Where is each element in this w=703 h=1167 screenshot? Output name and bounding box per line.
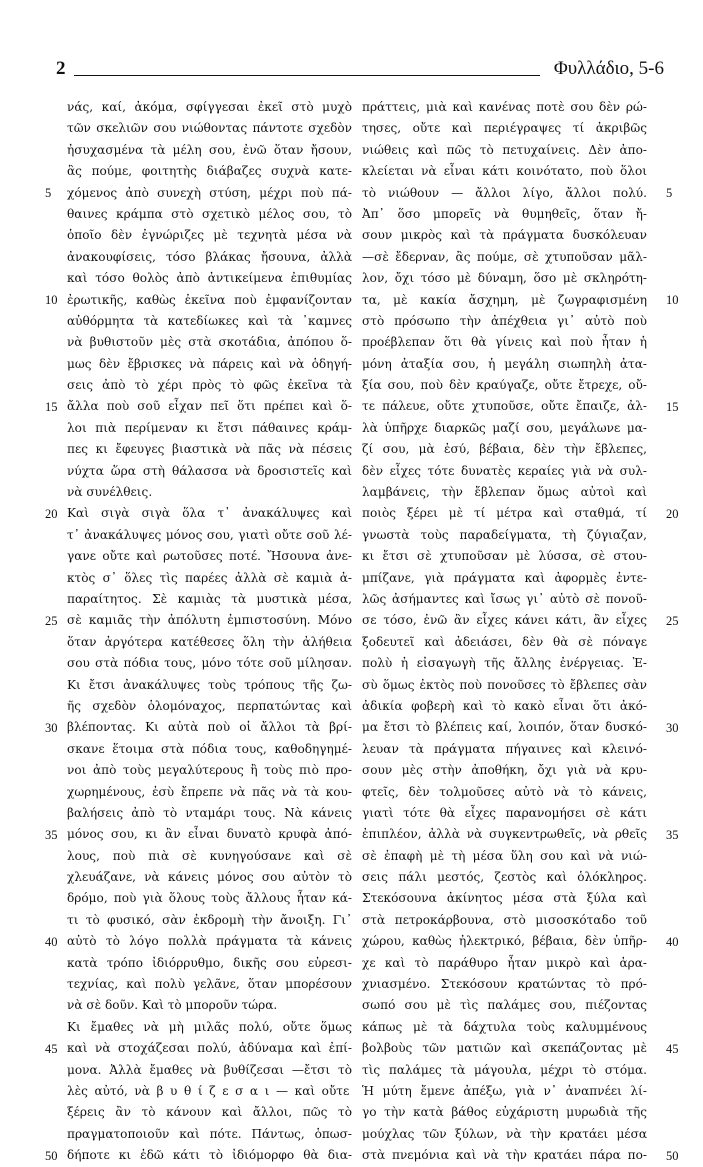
text-line: σεις πάλι μεστός, ζεστὸς καὶ ὁλόκληρος. bbox=[362, 870, 647, 885]
text-line: Στεκόσουνα ἀκίνητος μέσα στὰ ξύλα καὶ bbox=[362, 891, 647, 906]
text-line: δρόμο, ποὺ γιὰ ὅλους τοὺς ἄλλους ἦταν κά- bbox=[67, 891, 352, 906]
page-number: 2 bbox=[56, 58, 66, 79]
text-line: μόνος σου, κι ἂν εἶναι δυνατὸ κρυφὰ ἀπό- bbox=[67, 827, 352, 842]
text-line: καὶ τόσο θολὸς ἀπὸ ἀντικείμενα ἐπιθυμίας bbox=[67, 271, 352, 286]
line-number: 5 bbox=[45, 185, 52, 200]
text-line: λευαν τὰ πράγματα πήγαινες καὶ κλεινό- bbox=[362, 741, 647, 756]
line-number: 35 bbox=[666, 827, 679, 842]
text-line: πολὺ ἡ εἰσαγωγὴ τῆς ἄλλης ἐνέργειας. Ἐ- bbox=[362, 656, 647, 671]
text-line: τα, μὲ κακία ἄσχημη, μὲ ζωγραφισμένη bbox=[362, 292, 647, 307]
text-line: λους, ποὺ πιὰ σὲ κυνηγούσανε καὶ σὲ bbox=[67, 848, 352, 863]
text-line: λαμβάνεις, τὴν ἔβλεπαν ὅμως αὐτοὶ καὶ bbox=[362, 485, 647, 500]
text-line: στὸ πρόσωπο τὴν ἀπέχθεια γι᾽ αὐτὸ ποὺ bbox=[362, 313, 647, 328]
text-line: χλευάζανε, νὰ κάνεις μόνος σου αὐτὸν τὸ bbox=[67, 870, 352, 885]
text-line: αὐτὸ τὸ λόγο πολλὰ πράγματα τὰ κάνεις bbox=[67, 934, 352, 949]
text-line: σωπό σου μὲ τὶς παλάμες σου, πιέζοντας bbox=[362, 998, 647, 1013]
text-line: στὰ πετροκάρβουνα, στὸ μισοσκόταδο τοῦ bbox=[362, 912, 647, 927]
right-text-column bbox=[362, 97, 647, 1167]
text-line: σεις ἀπὸ τὸ χέρι πρὸς τὸ φῶς ἐκεῖνα τὰ bbox=[67, 378, 352, 393]
text-line: νὰ συνέλθεις. bbox=[67, 485, 153, 500]
text-line: μόνη ἀταξία σου, ἡ μεγάλη σιωπηλὴ ἀτα- bbox=[362, 356, 647, 371]
line-number: 5 bbox=[666, 185, 673, 200]
text-line: τι τὸ φυσικό, σὰν ἐκδρομὴ τὴν ἄνοιξη. Γι᾽ bbox=[67, 912, 352, 927]
text-line: μα ἔτσι τὸ βλέπεις καί, λοιπόν, ὅταν δυσκό- bbox=[362, 720, 647, 735]
text-line: γο τὴν κατὰ βάθος εὐχάριστη μυρωδιὰ τῆς bbox=[362, 1105, 647, 1120]
text-line: γνωστὰ τοὺς παραδείγματα, τὴ ζύγιαζαν, bbox=[362, 527, 647, 542]
text-line: καὶ νὰ στοχάζεσαι πολύ, ἀδύναμα καὶ ἐπί- bbox=[67, 1041, 352, 1056]
text-line: Καὶ σιγὰ σιγὰ ὅλα τ᾽ ἀνακάλυψες καὶ bbox=[67, 506, 352, 521]
text-line: δὲν εἶχες τότε δυνατὲς κεραίες γιὰ νὰ συλ- bbox=[362, 463, 647, 478]
text-line: ἠσυχασμένα τὰ μέλη σου, ἐνῶ ὅταν ἤσουν, bbox=[67, 142, 352, 157]
line-number: 10 bbox=[45, 292, 58, 307]
running-header bbox=[56, 58, 664, 84]
text-line: βλέποντας. Κι αὐτὰ ποὺ οἱ ἄλλοι τὰ βρί- bbox=[67, 720, 352, 735]
text-line: ὅταν ἀργότερα κατέθεσες ὅλη τὴν ἀλήθεια bbox=[67, 634, 352, 649]
text-line: κτὸς σ᾽ ὅλες τὶς παρέες ἀλλὰ σὲ καμιὰ ἀ- bbox=[67, 570, 352, 585]
text-line: δήποτε κι ἐδῶ κάτι τὸ ἰδιόμορφο θὰ δια- bbox=[67, 1148, 352, 1163]
text-line: ἐρωτικῆς, καθὼς ἐκεῖνα ποὺ ἐμφανίζονταν bbox=[67, 292, 352, 307]
line-number: 15 bbox=[666, 399, 679, 414]
text-line: σουν μὲς στὴν ἀποθήκη, ὄχι γιὰ νὰ κρυ- bbox=[362, 763, 647, 778]
text-line: παραίτητος. Σὲ καμιὰς τὰ μυστικὰ μέσα, bbox=[67, 591, 352, 606]
text-line: Ἀπ᾽ ὅσο μπορεῖς νὰ θυμηθεῖς, ὅταν ἤ- bbox=[362, 206, 647, 221]
text-line: κλείεται νὰ εἶναι κάτι κοινότατο, ποὺ ὅλοι bbox=[362, 164, 647, 179]
text-line: νιώθεις καὶ πῶς τὸ πετυχαίνεις. Δὲν ἀπο- bbox=[362, 142, 647, 157]
text-line: ξοδευτεῖ καὶ ἀδειάσει, δὲν θὰ σὲ πόναγε bbox=[362, 634, 647, 649]
text-line: ἀδικία φοβερὴ καὶ τὸ κακὸ εἶναι ὅτι ἀκό- bbox=[362, 698, 647, 713]
text-line: σὲ ἐπαφὴ μὲ τὴ μέσα ὕλη σου καὶ νὰ νιώ- bbox=[362, 848, 647, 863]
text-line: ἄλλα ποὺ σοῦ εἶχαν πεῖ ὅτι πρέπει καὶ ὅ- bbox=[67, 399, 352, 414]
line-number: 10 bbox=[666, 292, 679, 307]
text-line: τησες, οὔτε καὶ περιέγραψες τί ἀκριβῶς bbox=[362, 121, 647, 136]
text-line: γανε οὔτε καὶ ρωτοῦσες ποτέ. Ἤσουνα ἀνε- bbox=[67, 549, 352, 564]
line-number: 35 bbox=[45, 827, 58, 842]
text-line: κι ἔτσι σὲ χτυποῦσαν μὲ λύσσα, σὲ στου- bbox=[362, 549, 647, 564]
text-line: λὲς αὐτό, νὰ β υ θ ί ζ ε σ α ι — καὶ οὔτε bbox=[67, 1083, 350, 1098]
text-line: ἂς πούμε, φοιτητὴς διάβαζες συχνὰ κατε- bbox=[67, 164, 352, 179]
text-line: χώρου, καθὼς ἠλεκτρικό, βέβαια, δὲν ὑπῆρ- bbox=[362, 934, 647, 949]
text-line: σκανε ἕτοιμα στὰ πόδια τους, καθοδηγημέ- bbox=[67, 741, 352, 756]
text-line: σὲ καμιᾶς τὴν ἀπόλυτη ἐμπιστοσύνη. Μόνο bbox=[67, 613, 352, 628]
header-rule bbox=[74, 75, 540, 76]
text-line: Κι ἔμαθες νὰ μὴ μιλᾶς πολύ, οὔτε ὅμως bbox=[67, 1019, 352, 1034]
line-number: 40 bbox=[666, 934, 679, 949]
text-line: τεχνίας, καὶ πολὺ γελᾶνε, ὅταν μπορέσουν bbox=[67, 977, 352, 992]
text-line: λοι πιὰ περίμεναν κι ἔτσι πάθαινες κράμ- bbox=[67, 420, 352, 435]
text-line: τ᾽ ἀνακάλυψες μόνος σου, γιατὶ οὔτε σοῦ λέ- bbox=[67, 527, 352, 542]
text-line: μως δὲν ἔβρισκες νὰ πάρεις καὶ νὰ ὁδηγή- bbox=[67, 356, 352, 371]
text-line: Κι ἔτσι ἀνακάλυψες τοὺς τρόπους τῆς ζω- bbox=[67, 677, 352, 692]
text-line: ζί σου, μὰ ἐσύ, βέβαια, δὲν τὴν ἔβλεπες, bbox=[362, 442, 647, 457]
text-line: ἐπιπλέον, ἀλλὰ νὰ συγκεντρωθεῖς, νὰ ρθεῖς bbox=[362, 827, 647, 842]
text-line: γιατὶ τότε θὰ εἶχες παρανομήσει σὲ κάτι bbox=[362, 805, 647, 820]
line-number: 40 bbox=[45, 934, 58, 949]
text-line: πράττεις, μιὰ καὶ κανένας ποτὲ σου δὲν ρώ- bbox=[362, 100, 647, 114]
line-number: 20 bbox=[666, 506, 679, 521]
line-number: 50 bbox=[666, 1148, 679, 1163]
line-number: 20 bbox=[45, 506, 58, 521]
line-number: 25 bbox=[45, 613, 58, 628]
text-line: ξέρεις ἂν τὸ κάνουν καὶ ἄλλοι, πῶς τὸ bbox=[67, 1105, 352, 1120]
text-line: χε καὶ τὸ παράθυρο ἦταν μικρὸ καὶ ἀρα- bbox=[362, 955, 647, 970]
text-line: μπίζανε, γιὰ πράγματα καὶ ἀφορμὲς ἐντε- bbox=[362, 570, 647, 585]
text-line: στὰ πνεμόνια καὶ νὰ τὴν κρατάει πάρα πο- bbox=[362, 1148, 647, 1163]
text-line: σὺ ὅμως ἐκτὸς ποὺ πονοῦσες τὸ ἔβλεπες σὰν bbox=[362, 677, 647, 692]
text-line: —σὲ ἔδερναν, ἂς πούμε, σὲ χτυποῦσαν μᾶλ- bbox=[362, 249, 647, 264]
text-line: νὰ σὲ δοῦν. Καὶ τὸ μποροῦν τώρα. bbox=[67, 998, 278, 1013]
text-line: προέβλεπαν ὅτι θὰ γίνεις καὶ ποὺ ἦταν ἡ bbox=[362, 335, 647, 350]
line-number: 30 bbox=[666, 720, 679, 735]
text-line: ποιὸς ξέρει μὲ τί μέτρα καὶ σταθμά, τί bbox=[362, 506, 647, 521]
text-line: βολβοὺς τῶν ματιῶν καὶ σκεπάζοντας μὲ bbox=[362, 1041, 647, 1056]
text-line: νύχτα ὥρα στὴ θάλασσα νὰ δροσιστεῖς καὶ bbox=[67, 463, 352, 478]
line-number: 50 bbox=[45, 1148, 58, 1163]
text-line: τὶς παλάμες τὰ μάγουλα, μέχρι τὸ στόμα. bbox=[362, 1062, 647, 1077]
line-number: 15 bbox=[45, 399, 58, 414]
text-line: ἀνακουφίσεις, τόσο βλάκας ἤσουνα, ἀλλὰ bbox=[67, 249, 352, 264]
text-line: ῆς σχεδὸν ὁλομόναχος, περπατώντας καὶ bbox=[67, 698, 352, 713]
text-line: ὁποῖο δὲν ἐγνώριζες μὲ τεχνητὰ μέσα νὰ bbox=[67, 228, 352, 243]
line-number: 45 bbox=[45, 1041, 58, 1056]
text-line: αὐθόρμητα τὰ κατεδίωκες καὶ τὰ ᾽καμνες bbox=[67, 313, 352, 328]
line-number: 30 bbox=[45, 720, 58, 735]
text-line: χνιασμένο. Στεκόσουν κρατώντας τὸ πρό- bbox=[362, 977, 647, 992]
text-line: νοι ἀπὸ τοὺς μεγαλύτερους ἢ τοὺς πιὸ προ- bbox=[67, 763, 352, 778]
text-line: τε πάλευε, οὔτε χτυποῦσε, οὔτε ἔπαιζε, ἀλ- bbox=[362, 399, 647, 414]
text-line: τὸ νιώθουν — ἄλλοι λίγο, ἄλλοι πολύ. bbox=[362, 185, 647, 200]
text-line: πραγματοποιοῦν καὶ πότε. Πάντως, ὁπωσ- bbox=[67, 1126, 352, 1141]
text-line: νάς, καί, ἀκόμα, σφίγγεσαι ἐκεῖ στὸ μυχὸ bbox=[67, 100, 352, 114]
text-line: σουν μικρὸς καὶ τὰ πράγματα δυσκόλευαν bbox=[362, 228, 647, 243]
text-line: βαλήσεις ἀπὸ τὸ νταμάρι τους. Νὰ κάνεις bbox=[67, 805, 352, 820]
text-line: λὰ ὑπῆρχε διαρκῶς μαζί σου, μεγάλωνε μα- bbox=[362, 420, 647, 435]
text-line: μούχλας τῶν ξύλων, νὰ τὴν κρατάει μέσα bbox=[362, 1126, 647, 1141]
text-line: φτεῖς, δὲν τολμοῦσες αὐτὸ νὰ τὸ κάνεις, bbox=[362, 784, 647, 799]
line-number: 45 bbox=[666, 1041, 679, 1056]
text-line: σου στὰ πόδια τους, μόνο τότε σοῦ μίλησαν. bbox=[67, 656, 352, 671]
text-line: κάπως μὲ τὰ δάχτυλα τοὺς καλυμμένους bbox=[362, 1019, 647, 1034]
text-line: σε τόσο, ἐνῶ ἂν εἶχες κάνει κάτι, ἂν εἶχες bbox=[362, 613, 647, 628]
text-line: θαινες κράμπα στὸ σχετικὸ μέλος σου, τὸ bbox=[67, 206, 352, 221]
text-line: Ἡ μύτη ἔμενε ἀπέξω, γιὰ ν᾽ ἀναπνέει λί- bbox=[362, 1083, 647, 1098]
text-line: μονα. Ἀλλὰ ἔμαθες νὰ βυθίζεσαι —ἔτσι τὸ bbox=[67, 1062, 352, 1077]
running-title: Φυλλάδιο, 5-6 bbox=[553, 58, 664, 79]
text-line: κατὰ τρόπο ἰδιόρρυθμο, δικῆς σου εὑρεσι- bbox=[67, 955, 352, 970]
text-line: ξία σου, ποὺ δὲν κραύγαζε, οὔτε ἔτρεχε, οὔ- bbox=[362, 378, 647, 393]
text-line: πες κι ἔφευγες βιαστικὰ νὰ πᾶς νὰ πέσεις bbox=[67, 442, 352, 457]
line-number: 25 bbox=[666, 613, 679, 628]
text-line: τῶν σκελιῶν σου νιώθοντας πάντοτε σχεδὸν bbox=[67, 121, 352, 136]
text-line: χόμενος ἀπὸ συνεχὴ στύση, μέχρι ποὺ πά- bbox=[67, 185, 352, 200]
text-line: χωρημένους, ἐσὺ ἔπρεπε νὰ πᾶς νὰ τὰ κου- bbox=[67, 784, 352, 799]
left-text-column bbox=[67, 97, 352, 1167]
text-line: νὰ βυθιστοῦν μὲς στὰ σκοτάδια, ἀπόπου ὅ- bbox=[67, 335, 352, 350]
text-line: λῶς ἀσήμαντες καὶ ἴσως γι᾽ αὐτὸ σὲ πονοῦ- bbox=[362, 591, 647, 606]
text-line: λον, ὄχι τόσο μὲ δύναμη, ὅσο μὲ σκληρότη- bbox=[362, 271, 647, 286]
